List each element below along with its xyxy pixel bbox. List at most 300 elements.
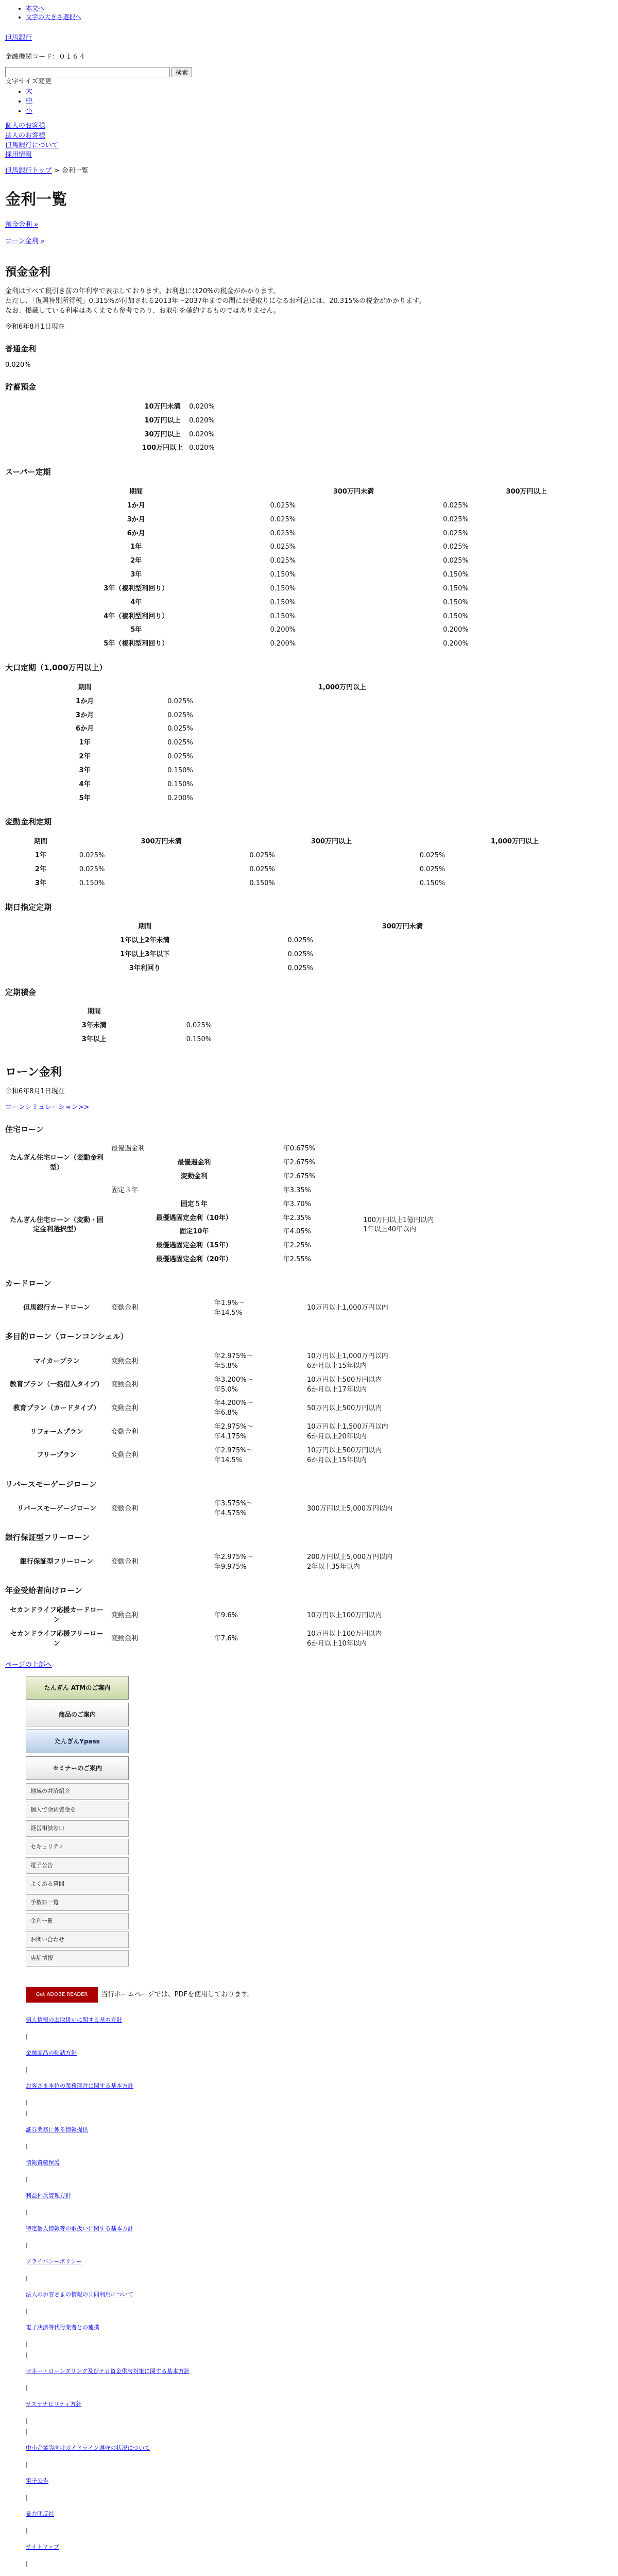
home-secured-title: 銀行保証型フリーローン: [5, 1532, 90, 1542]
page-top-link[interactable]: ページの上部へ: [5, 1660, 52, 1669]
housing-rate-type: 最優遇固定金利（10年）: [156, 1214, 232, 1222]
footer-link[interactable]: 証券業務に係る情報提供: [26, 2126, 88, 2133]
large-row: [5, 709, 520, 723]
bank-code: 金融機関コード：０１６４: [5, 53, 86, 61]
variable-title: 変動金利定期: [5, 817, 52, 827]
side-menu-item[interactable]: お問い合わせ: [26, 1931, 129, 1948]
installment-table: [5, 1005, 366, 1047]
super-period: 2年: [130, 557, 142, 565]
nav-personal-link[interactable]: 個人のお客様: [5, 122, 46, 130]
pension-row: [5, 1628, 520, 1651]
pension-product-name: セカンドライフ応援カードローン: [10, 1606, 104, 1624]
variable-header-period: 期間: [33, 838, 47, 846]
footer-item: [26, 2217, 613, 2240]
savings-row: [139, 442, 218, 455]
large-period: 3か月: [76, 711, 94, 719]
fixed-date-period: 3年利回り: [129, 964, 161, 972]
card-rate-type: 変動金利: [111, 1304, 139, 1312]
multi-product-name: マイカープラン: [33, 1357, 80, 1365]
variable-header-over3m: 300万円以上: [311, 838, 352, 846]
fixed-date-header-period: 期間: [138, 923, 152, 931]
card-product-name: 但馬銀行カードローン: [23, 1304, 90, 1312]
variable-rate: 0.025%: [79, 852, 105, 860]
footer-link[interactable]: プライバシーポリシー: [26, 2258, 82, 2265]
footer-item: [26, 2316, 613, 2338]
footer-link[interactable]: 電子決済等代行業者との連携: [26, 2324, 99, 2331]
large-period: 2年: [79, 753, 91, 761]
side-menu-item[interactable]: セキュリティ: [26, 1839, 129, 1855]
variable-period: 2年: [35, 865, 46, 873]
installment-row: [5, 1019, 366, 1033]
seminar-banner[interactable]: セミナーのご案内: [26, 1756, 129, 1780]
footer-item: [26, 2075, 613, 2097]
footer-item: [26, 2119, 613, 2141]
super-rate: 0.025%: [443, 543, 469, 551]
footer-separator: |: [26, 2417, 28, 2424]
footer-separator: |: [26, 2142, 28, 2149]
reverse-rate-type: 変動金利: [111, 1504, 139, 1513]
footer-link[interactable]: 利益相反管理方針: [26, 2192, 71, 2199]
large-period: 6か月: [76, 725, 94, 733]
footer-link[interactable]: 情報資産保護: [26, 2159, 60, 2166]
breadcrumb-separator: >: [52, 167, 62, 175]
large-rate: 0.025%: [167, 711, 193, 719]
super-header-period: 期間: [129, 487, 143, 496]
pension-title: 年金受給者向けローン: [5, 1586, 82, 1596]
multi-rate: 年3.200%〜 年5.0%: [214, 1376, 253, 1394]
savings-table: [139, 400, 218, 455]
variable-rate: 0.025%: [79, 865, 105, 873]
footer-separator: |: [26, 2274, 28, 2281]
pension-conditions: 10万円以上100万円以内 6か月以上10年以内: [307, 1630, 382, 1648]
large-title: 大口定期（1,000万円以上）: [5, 663, 107, 673]
footer-link[interactable]: 個人情報のお取扱いに関する基本方針: [26, 2016, 122, 2023]
side-menu-item[interactable]: よくある質問: [26, 1876, 129, 1892]
fixed-date-rate: 0.025%: [287, 951, 314, 959]
super-row: [5, 554, 613, 568]
housing-rate: 年2.675%: [283, 1159, 316, 1167]
pension-row: [5, 1604, 520, 1628]
side-menu-item[interactable]: 店舗情報: [26, 1950, 129, 1967]
footer-link[interactable]: 中小企業等向けガイドライン遵守の状況について: [26, 2444, 150, 2451]
multi-title: 多目的ローン（ローンコンシェル）: [5, 1332, 128, 1342]
search-input[interactable]: [5, 67, 170, 77]
large-period: 3年: [79, 766, 91, 774]
super-rate: 0.025%: [270, 557, 296, 565]
super-period: 3か月: [127, 515, 145, 523]
large-row: [5, 778, 520, 792]
multi-conditions: 10万円以上500万円以内 6か月以上15年以内: [307, 1446, 382, 1464]
housing-rate: 年2.675%: [283, 1173, 316, 1180]
side-menu-item[interactable]: 地域の共済紹介: [26, 1783, 129, 1800]
large-header-period: 期間: [78, 683, 92, 691]
deposit-note-3: なお、掲載している利率はあくまでも参考であり、お取引を確約するものではありません。: [5, 307, 280, 315]
large-period: 1年: [79, 739, 91, 747]
super-rate: 0.025%: [443, 529, 469, 537]
super-rate: 0.150%: [443, 584, 469, 592]
home-secured-conditions: 200万円以上5,000万円以内 2年以上35年以内: [307, 1553, 393, 1571]
pension-rate-type: 変動金利: [111, 1611, 139, 1619]
fixed-date-title: 期日指定定期: [5, 902, 52, 912]
super-period: 4年（複利型利回り）: [104, 612, 169, 620]
reverse-conditions: 300万円以上5,000万円以内: [307, 1504, 393, 1513]
footer-link[interactable]: マネー・ローンダリング及びテロ資金供与対策に関する基本方針: [26, 2367, 190, 2375]
side-menu: [5, 1676, 613, 1967]
home-secured-rate: 年2.975%〜 年9.975%: [214, 1553, 253, 1571]
fixed-date-row: [5, 948, 520, 962]
large-rate: 0.150%: [167, 780, 193, 788]
loan-section-title: ローン金利: [5, 1065, 62, 1079]
skip-to-main-link[interactable]: 本文へ: [26, 5, 45, 12]
super-period: 3年: [130, 571, 142, 579]
normal-deposit-rate: 0.020%: [5, 361, 31, 369]
super-rate: 0.150%: [443, 571, 469, 579]
atm-banner[interactable]: たんぎん ATMのご案内: [26, 1676, 129, 1700]
footer-separator: |: [26, 2032, 28, 2040]
large-rate: 0.025%: [167, 697, 193, 705]
multi-product-name: 教育プラン（一括借入タイプ）: [10, 1381, 104, 1389]
footer-item: [26, 2151, 613, 2174]
super-title: スーパー定期: [5, 467, 51, 477]
super-period: 3年（複利型利回り）: [104, 584, 169, 592]
savings-rate: 0.020%: [189, 416, 215, 425]
large-rate: 0.150%: [167, 766, 193, 774]
super-rate: 0.150%: [270, 598, 296, 606]
pension-rate: 年7.6%: [214, 1635, 238, 1643]
variable-rate: 0.025%: [419, 852, 445, 860]
multi-rate: 年2.975%〜 年4.175%: [214, 1423, 253, 1440]
normal-deposit-title: 普通金利: [5, 344, 37, 353]
multi-rate: 年4.200%〜 年6.8%: [214, 1399, 253, 1417]
multi-row: [5, 1444, 520, 1468]
skip-links: [5, 0, 613, 22]
large-header-over10m: 1,000万円以上: [318, 683, 367, 691]
pension-rate-type: 変動金利: [111, 1635, 139, 1643]
super-period: 6か月: [127, 529, 145, 537]
loan-simulation-link[interactable]: ローンシミュレーション>>: [5, 1103, 90, 1111]
multi-row: [5, 1374, 520, 1397]
footer-separator: |: [26, 2208, 28, 2215]
deposit-section-title: 預金金利: [5, 266, 51, 279]
super-row: [5, 596, 613, 610]
multi-conditions: 10万円以上500万円以内 6か月以上17年以内: [307, 1376, 382, 1394]
footer-link[interactable]: 電子公告: [26, 2477, 48, 2484]
side-menu-item[interactable]: 経営相談窓口: [26, 1820, 129, 1837]
footer-separator: |: [26, 2461, 28, 2468]
large-row: [5, 695, 520, 709]
variable-period: 1年: [35, 852, 46, 860]
housing-rate: 年0.675%: [283, 1145, 316, 1153]
large-row: [5, 750, 520, 764]
housing-rate: 年3.70%: [283, 1200, 312, 1208]
fontsize-small-link[interactable]: 小: [26, 107, 33, 115]
housing-rate-type: 変動金利: [180, 1173, 208, 1180]
super-row: [5, 637, 613, 651]
reverse-table: [5, 1497, 520, 1521]
footer-separator: |: [26, 2351, 28, 2358]
anchor-deposit-link[interactable]: 預金金利 »: [5, 221, 39, 229]
savings-period: 100万円以上: [142, 444, 183, 452]
reverse-rate: 年3.575%〜 年4.575%: [214, 1500, 253, 1518]
savings-row: [139, 414, 218, 428]
multi-product-name: 教育プラン（カードタイプ）: [13, 1404, 100, 1412]
super-rate: 0.150%: [270, 612, 296, 620]
super-rate: 0.150%: [443, 598, 469, 606]
multi-product-name: フリープラン: [37, 1451, 77, 1460]
super-table: [5, 485, 613, 651]
super-row: [5, 582, 613, 596]
multi-row: [5, 1420, 520, 1444]
housing-product-name: たんぎん住宅ローン（変動・固定金利選択型）: [10, 1216, 104, 1234]
super-rate: 0.025%: [443, 501, 469, 510]
housing-rate-type: 最優遇金利: [177, 1159, 211, 1167]
fontsize-large-link[interactable]: 大: [26, 88, 33, 96]
multi-conditions: 10万円以上1,500万円以内 6か月以上20年以内: [307, 1423, 388, 1440]
super-rate: 0.025%: [270, 501, 296, 510]
variable-row: [5, 863, 613, 877]
large-period: 4年: [79, 780, 91, 788]
side-menu-item[interactable]: 手数料一覧: [26, 1894, 129, 1911]
footer-link[interactable]: お客さま本位の業務運営に関する基本方針: [26, 2082, 133, 2089]
deposit-note-1: 金利はすべて税引き前の年利率で表示しております。お利息には20%の税金がかかります。: [5, 287, 280, 296]
super-row: [5, 527, 613, 541]
search-button[interactable]: 検索: [171, 67, 192, 77]
housing-title: 住宅ローン: [5, 1124, 44, 1134]
footer-separator: |: [26, 2098, 28, 2106]
bank-logo-link[interactable]: 但馬銀行: [5, 33, 32, 42]
pdf-note: 当行ホームページでは、PDFを使用しております。: [101, 1990, 254, 1998]
page-title: 金利一覧: [5, 191, 67, 209]
reverse-title: リバースモーゲージローン: [5, 1479, 97, 1489]
variable-rate: 0.025%: [249, 865, 275, 873]
footer-link[interactable]: サイトマップ: [26, 2543, 59, 2550]
large-rate: 0.025%: [167, 725, 193, 733]
super-rate: 0.150%: [443, 612, 469, 620]
card-table: [5, 1297, 520, 1320]
breadcrumb-home-link[interactable]: 但馬銀行トップ: [5, 167, 52, 175]
super-header-over3m: 300万円以上: [506, 487, 547, 496]
housing-rate-type: 最優遇固定金利（20年）: [156, 1256, 232, 1264]
footer-link[interactable]: 金融商品の勧誘方針: [26, 2049, 77, 2056]
super-rate: 0.150%: [270, 584, 296, 592]
super-period: 5年（複利型利回り）: [104, 640, 169, 648]
fixed-date-rate: 0.025%: [287, 937, 314, 945]
card-title: カードローン: [5, 1278, 52, 1288]
footer-separator: |: [26, 2494, 28, 2501]
footer-separator: |: [26, 2241, 28, 2248]
footer-separator: |: [26, 2340, 28, 2347]
multi-product-name: リフォームプラン: [30, 1428, 83, 1436]
deposit-note-2: ただし、「復興特別所得税」0.315%が付加される2013年〜2037年までの間にお受取りになるお利息には、20.315%の税金がかかります。: [5, 297, 426, 305]
footer-link[interactable]: 特定個人情報等の取扱いに関する基本方針: [26, 2225, 133, 2232]
fixed-date-table: [5, 920, 520, 975]
installment-title: 定期積金: [5, 987, 37, 997]
side-menu-item[interactable]: 金利一覧: [26, 1913, 129, 1929]
multi-row: [5, 1397, 520, 1420]
skip-to-fontsize-link[interactable]: 文字の大きさ選択へ: [26, 13, 82, 21]
multi-rate: 年2.975%〜 年14.5%: [214, 1446, 253, 1464]
multi-rate-type: 変動金利: [111, 1451, 139, 1460]
super-row: [5, 513, 613, 527]
deposit-notes: [5, 287, 613, 316]
footer-link[interactable]: サステナビリティ方針: [26, 2400, 82, 2408]
super-rate: 0.200%: [270, 640, 296, 648]
installment-row: [5, 1033, 366, 1047]
breadcrumb: [5, 166, 613, 176]
footer-separator: |: [26, 2384, 28, 2391]
large-row: [5, 792, 520, 806]
card-conditions: 10万円以上1,000万円以内: [307, 1304, 388, 1312]
adobe-reader-icon[interactable]: Get ADOBE READER: [26, 1987, 98, 2003]
multi-rate-type: 変動金利: [111, 1381, 139, 1389]
footer-item: [26, 2503, 613, 2525]
home-secured-table: [5, 1551, 520, 1574]
fontsize-medium-link[interactable]: 中: [26, 97, 33, 106]
housing-table: [5, 1142, 520, 1267]
nav-about-link[interactable]: 但馬銀行について: [5, 141, 59, 149]
home-secured-product-name: 銀行保証型フリーローン: [20, 1558, 94, 1566]
super-rate: 0.200%: [443, 626, 469, 634]
variable-rate: 0.150%: [249, 879, 275, 887]
housing-product-name: たんぎん住宅ローン（変動金利型）: [10, 1154, 104, 1172]
deposit-date: 令和6年8月1日現在: [5, 323, 65, 331]
variable-rate: 0.025%: [249, 852, 275, 860]
home-secured-rate-type: 変動金利: [111, 1558, 139, 1566]
super-rate: 0.025%: [270, 529, 296, 537]
fixed-date-rate: 0.025%: [287, 964, 314, 972]
footer-separator: |: [26, 2560, 28, 2567]
fixed-date-header-under3m: 300万円未満: [382, 923, 423, 931]
footer-separator: |: [26, 2109, 28, 2116]
footer-link[interactable]: 暴力団反社: [26, 2510, 54, 2517]
pension-product-name: セカンドライフ応援フリーローン: [10, 1630, 104, 1648]
housing-rate-type: 最優遇固定金利（15年）: [156, 1242, 232, 1250]
multi-conditions: 10万円以上1,000万円以内 6か月以上15年以内: [307, 1352, 388, 1370]
super-rate: 0.025%: [270, 543, 296, 551]
ypass-banner[interactable]: たんぎんYpass: [26, 1730, 129, 1753]
super-row: [5, 499, 613, 513]
super-rate: 0.200%: [270, 626, 296, 634]
pdf-notice: [5, 1987, 613, 2003]
multi-row: [5, 1350, 520, 1374]
variable-rate: 0.150%: [79, 879, 105, 887]
footer-item: [26, 2437, 613, 2459]
breadcrumb-current: 金利一覧: [61, 167, 89, 175]
savings-row: [139, 400, 218, 414]
footer-links: [5, 2009, 613, 2569]
installment-rate: 0.150%: [186, 1036, 212, 1044]
footer-item: [26, 2536, 613, 2558]
footer-separator: |: [26, 2065, 28, 2073]
global-nav: [5, 122, 613, 160]
search-bar: [5, 67, 613, 77]
pension-conditions: 10万円以上100万円以内: [307, 1611, 382, 1619]
pension-table: [5, 1604, 520, 1651]
super-row: [5, 568, 613, 582]
housing-rate-type: 固定５年: [180, 1200, 208, 1208]
card-rate: 年1.9%〜 年14.5%: [214, 1299, 245, 1317]
super-row: [5, 540, 613, 554]
fontsize-list: [5, 87, 613, 116]
footer-separator: |: [26, 2307, 28, 2314]
nav-recruit-link[interactable]: 採用情報: [5, 151, 32, 159]
super-rate: 0.025%: [443, 515, 469, 523]
products-banner[interactable]: 商品のご案内: [26, 1703, 129, 1726]
super-period: 5年: [130, 626, 142, 634]
footer-separator: |: [26, 2428, 28, 2435]
super-period: 1年: [130, 543, 142, 551]
super-period: 1か月: [127, 501, 145, 510]
footer-link[interactable]: 法人のお客さまの情報の共同利用について: [26, 2291, 133, 2298]
variable-header-under3m: 300万円未満: [141, 838, 182, 846]
multi-table: [5, 1350, 520, 1467]
savings-rate: 0.020%: [189, 444, 215, 452]
nav-corporate-link[interactable]: 法人のお客様: [5, 131, 46, 140]
variable-rate: 0.150%: [419, 879, 445, 887]
anchor-loan-link[interactable]: ローン金利 »: [5, 238, 45, 246]
super-rate: 0.200%: [443, 640, 469, 648]
housing-rate: 年3.35%: [283, 1186, 312, 1194]
savings-rate: 0.020%: [189, 402, 215, 411]
super-rate: 0.025%: [443, 557, 469, 565]
super-row: [5, 610, 613, 624]
footer-separator: |: [26, 2175, 28, 2182]
multi-conditions: 50万円以上500万円以内: [307, 1404, 382, 1412]
savings-rate: 0.020%: [189, 430, 215, 438]
fixed-date-row: [5, 934, 520, 948]
large-table: [5, 681, 520, 806]
large-rate: 0.025%: [167, 739, 193, 747]
savings-row: [139, 428, 218, 442]
multi-rate-type: 変動金利: [111, 1428, 139, 1436]
super-rate: 0.025%: [270, 515, 296, 523]
card-row: [5, 1297, 520, 1320]
installment-period: 3年以上: [81, 1036, 107, 1044]
variable-row: [5, 849, 613, 863]
loan-date: 令和6年8月1日現在: [5, 1087, 65, 1095]
savings-title: 貯蓄預金: [5, 382, 37, 392]
footer-item: [26, 2393, 613, 2415]
installment-period: 3年未満: [81, 1022, 107, 1030]
footer-item: [26, 2009, 613, 2031]
variable-table: [5, 835, 613, 890]
super-period: 4年: [130, 598, 142, 606]
housing-rate-type: 固定10年: [179, 1228, 209, 1236]
footer-item: [26, 2184, 613, 2207]
reverse-row: [5, 1497, 520, 1521]
large-period: 5年: [79, 794, 91, 802]
fontsize-label: 文字サイズ変更: [5, 78, 52, 86]
housing-rate: 年4.05%: [283, 1228, 312, 1236]
multi-rate: 年2.975%〜 年5.8%: [214, 1352, 253, 1370]
savings-period: 30万円以上: [144, 430, 181, 438]
side-menu-item[interactable]: 個人で余剰資金を: [26, 1802, 129, 1818]
side-menu-item[interactable]: 電子公告: [26, 1857, 129, 1874]
housing-row: [5, 1184, 520, 1198]
multi-rate-type: 変動金利: [111, 1357, 139, 1365]
footer-item: [26, 2042, 613, 2064]
housing-rate: 年2.35%: [283, 1214, 312, 1222]
fixed-date-row: [5, 962, 520, 976]
footer-item: [26, 2470, 613, 2492]
footer-item: [26, 2250, 613, 2273]
home-secured-row: [5, 1551, 520, 1574]
installment-header-period: 期間: [87, 1008, 101, 1016]
large-row: [5, 764, 520, 778]
reverse-product-name: リバースモーゲージローン: [17, 1504, 96, 1513]
super-header-under3m: 300万円未満: [333, 487, 374, 496]
footer-separator: |: [26, 2527, 28, 2534]
